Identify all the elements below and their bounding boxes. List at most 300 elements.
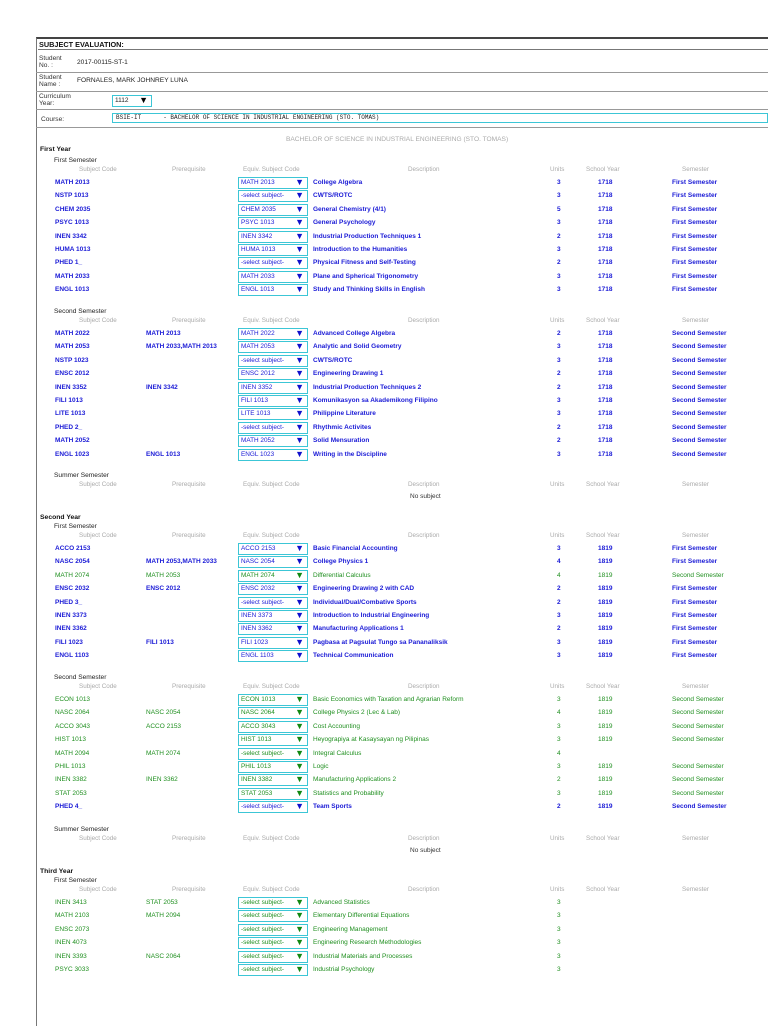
equiv-subject-value: INEN 3352 xyxy=(241,383,273,391)
semester: First Semester xyxy=(672,246,718,253)
units: 3 xyxy=(557,356,561,364)
column-headers xyxy=(0,532,768,541)
semester: Second Semester xyxy=(672,330,727,337)
description: Advanced College Algebra xyxy=(313,330,396,337)
column-headers xyxy=(0,166,768,175)
column-header-sem: Semester xyxy=(682,317,709,324)
subject-row xyxy=(0,368,768,379)
dropdown-arrow-icon: ▼ xyxy=(295,923,304,934)
units: 2 xyxy=(557,598,561,606)
equiv-subject-select[interactable] xyxy=(238,395,308,407)
column-header-units: Units xyxy=(550,886,565,893)
dropdown-arrow-icon: ▼ xyxy=(295,543,304,553)
no-subject-text: No subject xyxy=(410,493,441,500)
school-year: 1819 xyxy=(598,625,613,633)
column-header-units: Units xyxy=(550,317,565,324)
subject-row xyxy=(0,408,768,419)
subject-row xyxy=(0,382,768,393)
equiv-subject-select[interactable] xyxy=(238,774,308,786)
column-header-prereq: Prerequisite xyxy=(172,886,206,893)
column-header-code: Subject Code xyxy=(79,317,117,324)
units: 3 xyxy=(557,736,561,744)
dropdown-arrow-icon: ▼ xyxy=(295,354,304,365)
column-header-equiv: Equiv. Subject Code xyxy=(243,166,300,173)
column-header-sy: School Year xyxy=(586,166,620,173)
subject-code: CHEM 2035 xyxy=(55,205,91,213)
dropdown-arrow-icon: ▼ xyxy=(295,421,304,432)
equiv-subject-select[interactable] xyxy=(238,788,308,800)
equiv-subject-select[interactable] xyxy=(238,556,308,568)
column-header-code: Subject Code xyxy=(79,532,117,539)
prerequisite: MATH 2033,MATH 2013 xyxy=(146,343,217,351)
subject-row xyxy=(0,788,768,799)
units: 3 xyxy=(557,696,561,703)
description: Basic Economics with Taxation and Agrarian Reform xyxy=(313,696,464,703)
description: Industrial Materials and Processes xyxy=(313,952,413,960)
student-name-value: FORNALES, MARK JOHNREY LUNA xyxy=(77,77,188,84)
curriculum-year-select[interactable] xyxy=(112,95,152,107)
year-label: Third Year xyxy=(40,868,74,875)
subject-code: LITE 1013 xyxy=(55,410,86,418)
column-header-sem: Semester xyxy=(682,166,709,173)
subject-row xyxy=(0,328,768,339)
equiv-subject-value: ACCO 3043 xyxy=(241,722,276,730)
equiv-subject-value: ECON 1013 xyxy=(241,696,276,703)
description: Writing in the Discipline xyxy=(313,450,387,458)
equiv-subject-select[interactable] xyxy=(238,964,308,976)
semester: First Semester xyxy=(672,205,718,213)
description: Komunikasyon sa Akademikong Filipino xyxy=(313,397,438,404)
units: 3 xyxy=(557,286,561,294)
dropdown-arrow-icon: ▼ xyxy=(295,910,304,921)
equiv-subject-select[interactable] xyxy=(238,694,308,706)
column-header-desc: Description xyxy=(408,481,440,488)
course-row xyxy=(36,110,768,128)
school-year: 1819 xyxy=(598,558,613,566)
description: Pagbasa at Pagsulat Tungo sa Pananaliksik xyxy=(313,638,448,646)
equiv-subject-value: CHEM 2035 xyxy=(241,205,276,213)
school-year: 1819 xyxy=(598,803,613,811)
description: Industrial Production Techniques 2 xyxy=(313,383,422,391)
subject-row xyxy=(0,597,768,608)
equiv-subject-select[interactable] xyxy=(238,244,308,256)
school-year: 1718 xyxy=(598,232,613,240)
column-header-desc: Description xyxy=(408,166,440,173)
school-year: 1718 xyxy=(598,410,613,418)
equiv-subject-select[interactable] xyxy=(238,217,308,229)
school-year: 1718 xyxy=(598,397,613,404)
equiv-subject-value: ENSC 2012 xyxy=(241,370,275,378)
equiv-subject-select[interactable] xyxy=(238,910,308,922)
equiv-subject-select[interactable] xyxy=(238,583,308,595)
dropdown-arrow-icon: ▼ xyxy=(295,950,304,961)
equiv-subject-select[interactable] xyxy=(238,801,308,813)
subject-code: NASC 2054 xyxy=(55,558,90,566)
column-header-units: Units xyxy=(550,835,565,842)
dropdown-arrow-icon: ▼ xyxy=(295,897,304,907)
units: 5 xyxy=(557,205,561,213)
column-header-prereq: Prerequisite xyxy=(172,532,206,539)
equiv-subject-select[interactable] xyxy=(238,341,308,353)
semester-label: Second Semester xyxy=(54,308,107,315)
equiv-subject-select[interactable] xyxy=(238,748,308,760)
semester: First Semester xyxy=(672,625,718,633)
equiv-subject-value: ENSC 2032 xyxy=(241,585,275,593)
equiv-subject-select[interactable] xyxy=(238,650,308,662)
semester: First Semester xyxy=(672,585,718,593)
column-header-equiv: Equiv. Subject Code xyxy=(243,532,300,539)
subject-code: ENGL 1023 xyxy=(55,450,90,458)
equiv-subject-value: LITE 1013 xyxy=(241,410,271,418)
units: 2 xyxy=(557,370,561,378)
student-no-label-2: No. : xyxy=(39,62,53,69)
subject-code: ENSC 2073 xyxy=(55,925,90,933)
equiv-subject-select[interactable] xyxy=(238,355,308,367)
dropdown-arrow-icon: ▼ xyxy=(295,177,304,187)
equiv-subject-select[interactable] xyxy=(238,924,308,936)
subject-code: ENSC 2032 xyxy=(55,585,90,593)
subject-code: MATH 2013 xyxy=(55,179,90,186)
subject-row xyxy=(0,422,768,433)
equiv-subject-select[interactable] xyxy=(238,408,308,420)
description: Cost Accounting xyxy=(313,722,360,730)
subject-code: MATH 2022 xyxy=(55,330,90,337)
equiv-subject-select[interactable] xyxy=(238,449,308,461)
equiv-subject-value: INEN 3373 xyxy=(241,612,273,619)
semester: Second Semester xyxy=(672,356,727,364)
year-label: Second Year xyxy=(40,514,81,521)
subject-code: MATH 2074 xyxy=(55,571,90,579)
column-header-desc: Description xyxy=(408,532,440,539)
subject-row xyxy=(0,570,768,581)
dropdown-arrow-icon: ▼ xyxy=(139,95,148,105)
equiv-subject-select[interactable] xyxy=(238,257,308,269)
equiv-subject-value: -select subject- xyxy=(241,899,284,906)
student-no-row xyxy=(36,51,768,73)
subject-code: FILI 1023 xyxy=(55,638,83,646)
equiv-subject-value: -select subject- xyxy=(241,803,284,811)
subject-code: PSYC 3033 xyxy=(55,966,89,973)
equiv-subject-value: -select subject- xyxy=(241,598,284,606)
equiv-subject-select[interactable] xyxy=(238,543,308,555)
subject-row xyxy=(0,774,768,785)
subject-row xyxy=(0,761,768,772)
subject-code: PHED 3_ xyxy=(55,598,83,606)
dropdown-arrow-icon: ▼ xyxy=(295,230,304,241)
column-header-sem: Semester xyxy=(682,683,709,690)
description: Engineering Drawing 2 with CAD xyxy=(313,585,415,593)
equiv-subject-select[interactable] xyxy=(238,951,308,963)
subject-code: NSTP 1013 xyxy=(55,192,89,200)
subject-row xyxy=(0,543,768,554)
subject-code: NASC 2064 xyxy=(55,709,90,717)
equiv-subject-select[interactable] xyxy=(238,271,308,283)
subject-code: INEN 3352 xyxy=(55,383,87,391)
dropdown-arrow-icon: ▼ xyxy=(295,435,304,446)
dropdown-arrow-icon: ▼ xyxy=(295,694,304,704)
school-year: 1819 xyxy=(598,736,613,744)
subject-row xyxy=(0,610,768,621)
column-header-prereq: Prerequisite xyxy=(172,683,206,690)
dropdown-arrow-icon: ▼ xyxy=(295,381,304,392)
description: Physical Fitness and Self-Testing xyxy=(313,259,416,267)
semester: Second Semester xyxy=(672,370,727,378)
column-header-equiv: Equiv. Subject Code xyxy=(243,481,300,488)
description: Plane and Spherical Trigonometry xyxy=(313,272,419,280)
school-year: 1718 xyxy=(598,286,613,294)
units: 3 xyxy=(557,652,561,660)
school-year: 1819 xyxy=(598,722,613,730)
equiv-subject-select[interactable] xyxy=(238,637,308,649)
column-header-sem: Semester xyxy=(682,532,709,539)
semester: Second Semester xyxy=(672,397,727,404)
subject-code: MATH 2052 xyxy=(55,437,90,445)
description: Manufacturing Applications 2 xyxy=(313,776,397,784)
subject-row xyxy=(0,910,768,921)
subject-code: INEN 3373 xyxy=(55,612,87,619)
units: 2 xyxy=(557,330,561,337)
semester-label: Summer Semester xyxy=(54,472,109,479)
semester: First Semester xyxy=(672,598,718,606)
school-year: 1718 xyxy=(598,205,613,213)
equiv-subject-select[interactable] xyxy=(238,231,308,243)
dropdown-arrow-icon: ▼ xyxy=(295,610,304,620)
units: 2 xyxy=(557,383,561,391)
semester: Second Semester xyxy=(672,696,724,703)
units: 3 xyxy=(557,192,561,200)
description: Engineering Research Methodologies xyxy=(313,939,422,947)
page-title: SUBJECT EVALUATION: xyxy=(39,40,124,49)
description: Solid Mensuration xyxy=(313,437,370,445)
units: 3 xyxy=(557,722,561,730)
description: Technical Communication xyxy=(313,652,394,660)
units: 3 xyxy=(557,939,561,947)
semester: First Semester xyxy=(672,612,718,619)
subject-row xyxy=(0,271,768,282)
school-year: 1718 xyxy=(598,370,613,378)
equiv-subject-select[interactable] xyxy=(238,284,308,296)
units: 3 xyxy=(557,397,561,404)
subject-row xyxy=(0,924,768,935)
units: 2 xyxy=(557,625,561,633)
units: 4 xyxy=(557,571,561,579)
equiv-subject-select[interactable] xyxy=(238,382,308,394)
units: 3 xyxy=(557,952,561,960)
description: CWTS/ROTC xyxy=(313,356,353,364)
school-year: 1718 xyxy=(598,179,613,186)
column-header-sy: School Year xyxy=(586,481,620,488)
description: Philippine Literature xyxy=(313,410,376,418)
column-header-sy: School Year xyxy=(586,683,620,690)
equiv-subject-select[interactable] xyxy=(238,570,308,582)
dropdown-arrow-icon: ▼ xyxy=(295,284,304,295)
column-header-desc: Description xyxy=(408,317,440,324)
equiv-subject-select[interactable] xyxy=(238,190,308,202)
dropdown-arrow-icon: ▼ xyxy=(295,368,304,379)
equiv-subject-select[interactable] xyxy=(238,597,308,609)
equiv-subject-select[interactable] xyxy=(238,204,308,216)
subject-row xyxy=(0,951,768,962)
student-no-label-1: Student xyxy=(39,55,62,62)
description: Manufacturing Applications 1 xyxy=(313,625,404,633)
school-year: 1718 xyxy=(598,192,613,200)
school-year: 1819 xyxy=(598,585,613,593)
column-header-desc: Description xyxy=(408,683,440,690)
dropdown-arrow-icon: ▼ xyxy=(295,217,304,228)
equiv-subject-select[interactable] xyxy=(238,937,308,949)
semester: First Semester xyxy=(672,652,718,660)
school-year: 1718 xyxy=(598,356,613,364)
subject-code: PHED 2_ xyxy=(55,423,83,431)
prerequisite: MATH 2053,MATH 2033 xyxy=(146,558,217,566)
school-year: 1819 xyxy=(598,709,613,717)
semester: Second Semester xyxy=(672,709,724,717)
school-year: 1819 xyxy=(598,652,613,660)
description: Individual/Dual/Combative Sports xyxy=(313,598,417,606)
subject-code: ACCO 2153 xyxy=(55,545,91,552)
curriculum-label-1: Curriculum xyxy=(39,93,71,100)
equiv-subject-select[interactable] xyxy=(238,721,308,733)
dropdown-arrow-icon: ▼ xyxy=(295,596,304,607)
equiv-subject-value: -select subject- xyxy=(241,925,284,933)
subject-code: ACCO 3043 xyxy=(55,722,91,730)
subject-code: PHED 1_ xyxy=(55,259,83,267)
equiv-subject-select[interactable] xyxy=(238,435,308,447)
equiv-subject-select[interactable] xyxy=(238,610,308,622)
equiv-subject-value: MATH 2013 xyxy=(241,179,275,186)
semester: First Semester xyxy=(672,272,718,280)
equiv-subject-value: -select subject- xyxy=(241,259,284,267)
column-headers xyxy=(0,317,768,326)
subject-row xyxy=(0,734,768,745)
subject-code: NSTP 1023 xyxy=(55,356,89,364)
description: Elementary Differential Equations xyxy=(313,912,410,920)
course-select[interactable] xyxy=(112,113,768,123)
column-header-code: Subject Code xyxy=(79,683,117,690)
description: Analytic and Solid Geometry xyxy=(313,343,402,351)
dropdown-arrow-icon: ▼ xyxy=(295,328,304,338)
description: Engineering Management xyxy=(313,925,388,933)
subject-code: INEN 4073 xyxy=(55,939,87,947)
course-code: BSIE-IT xyxy=(116,114,142,121)
dropdown-arrow-icon: ▼ xyxy=(295,190,304,201)
course-label: Course: xyxy=(41,116,65,123)
description: Engineering Drawing 1 xyxy=(313,370,384,378)
units: 3 xyxy=(557,246,561,253)
equiv-subject-select[interactable] xyxy=(238,368,308,380)
semester: First Semester xyxy=(672,219,718,227)
equiv-subject-select[interactable] xyxy=(238,761,308,773)
equiv-subject-value: PSYC 1013 xyxy=(241,219,275,227)
subject-row xyxy=(0,583,768,594)
dropdown-arrow-icon: ▼ xyxy=(295,937,304,948)
subject-row xyxy=(0,897,768,908)
description: Differential Calculus xyxy=(313,571,371,579)
school-year: 1718 xyxy=(598,343,613,351)
equiv-subject-select[interactable] xyxy=(238,422,308,434)
dropdown-arrow-icon: ▼ xyxy=(295,395,304,405)
prerequisite: FILI 1013 xyxy=(146,638,174,646)
prerequisite: MATH 2013 xyxy=(146,330,181,337)
equiv-subject-select[interactable] xyxy=(238,897,308,909)
subject-row xyxy=(0,217,768,228)
school-year: 1819 xyxy=(598,776,613,784)
dropdown-arrow-icon: ▼ xyxy=(295,801,304,812)
dropdown-arrow-icon: ▼ xyxy=(295,774,304,785)
subject-code: HUMA 1013 xyxy=(55,246,91,253)
description: Heyograpiya at Kasaysayan ng Pilipinas xyxy=(313,736,429,744)
equiv-subject-value: MATH 2053 xyxy=(241,343,275,351)
equiv-subject-value: ACCO 2153 xyxy=(241,545,276,552)
units: 3 xyxy=(557,179,561,186)
column-header-sy: School Year xyxy=(586,835,620,842)
column-header-prereq: Prerequisite xyxy=(172,317,206,324)
equiv-subject-select[interactable] xyxy=(238,734,308,746)
school-year: 1819 xyxy=(598,763,613,770)
dropdown-arrow-icon: ▼ xyxy=(295,270,304,281)
semester: First Semester xyxy=(672,286,718,294)
semester: Second Semester xyxy=(672,789,724,797)
description: Introduction to Industrial Engineering xyxy=(313,612,430,619)
equiv-subject-value: INEN 3362 xyxy=(241,625,273,633)
prerequisite: MATH 2053 xyxy=(146,571,181,579)
subject-code: INEN 3362 xyxy=(55,625,87,633)
column-headers xyxy=(0,835,768,844)
semester-label: Summer Semester xyxy=(54,826,109,833)
equiv-subject-select[interactable] xyxy=(238,707,308,719)
subject-row xyxy=(0,177,768,188)
subject-code: PSYC 1013 xyxy=(55,219,89,227)
school-year: 1718 xyxy=(598,219,613,227)
column-header-sy: School Year xyxy=(586,317,620,324)
subject-code: MATH 2053 xyxy=(55,343,90,351)
school-year: 1718 xyxy=(598,272,613,280)
equiv-subject-value: -select subject- xyxy=(241,192,284,200)
subject-row xyxy=(0,556,768,567)
units: 3 xyxy=(557,789,561,797)
subject-code: INEN 3342 xyxy=(55,232,87,240)
subject-row xyxy=(0,190,768,201)
dropdown-arrow-icon: ▼ xyxy=(295,341,304,352)
prerequisite: ACCO 2153 xyxy=(146,722,182,730)
dropdown-arrow-icon: ▼ xyxy=(295,636,304,647)
units: 4 xyxy=(557,558,561,566)
semester: Second Semester xyxy=(672,437,727,445)
semester: Second Semester xyxy=(672,410,727,418)
dropdown-arrow-icon: ▼ xyxy=(295,650,304,661)
subject-code: INEN 3382 xyxy=(55,776,87,784)
column-header-code: Subject Code xyxy=(79,166,117,173)
equiv-subject-select[interactable] xyxy=(238,623,308,635)
equiv-subject-value: ENGL 1023 xyxy=(241,450,275,458)
column-header-sy: School Year xyxy=(586,886,620,893)
prerequisite: STAT 2053 xyxy=(146,899,178,906)
semester: First Semester xyxy=(672,232,718,240)
school-year: 1819 xyxy=(598,571,613,579)
equiv-subject-value: HIST 1013 xyxy=(241,736,272,744)
units: 2 xyxy=(557,232,561,240)
subject-row xyxy=(0,694,768,705)
year-label: First Year xyxy=(40,146,71,153)
equiv-subject-value: NASC 2064 xyxy=(241,709,275,717)
school-year: 1718 xyxy=(598,246,613,253)
equiv-subject-select[interactable] xyxy=(238,177,308,189)
equiv-subject-select[interactable] xyxy=(238,328,308,340)
subject-code: ENSC 2012 xyxy=(55,370,90,378)
subject-code: PHED 4_ xyxy=(55,803,83,811)
units: 4 xyxy=(557,709,561,717)
equiv-subject-value: ENGL 1103 xyxy=(241,652,274,660)
